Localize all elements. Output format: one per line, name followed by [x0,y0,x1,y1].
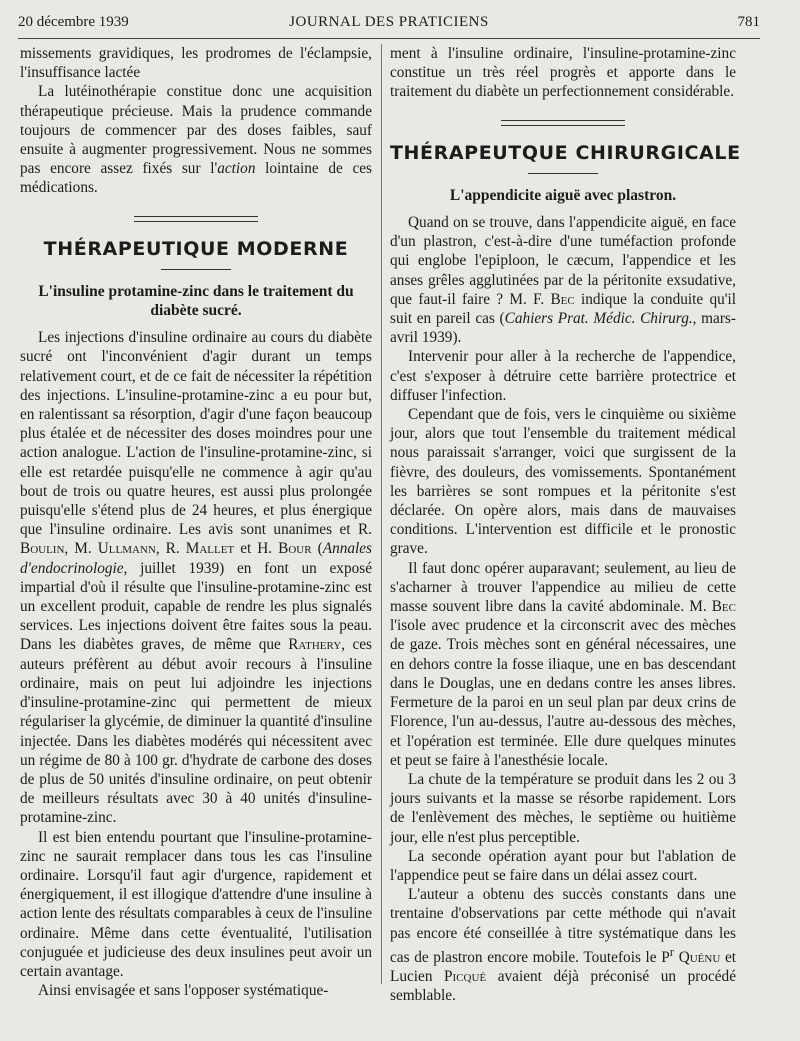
section-title: THÉRAPEUTIQUE MODERNE [43,237,349,260]
paragraph: Quand on se trouve, dans l'appendicite aiguë, en face d'un plastron, c'est-à-dire d'une tuméfaction profonde qui englobe l'epiploon, le cæcum, l'appendice et les anses grêles agglutinées par de la péritonite exsudative, que faut-il faire ? M. F. Bec indique la conduite qu'il suit en pareil cas (Cahiers Prat. Médic. Chirurg., mars-avril 1939). [390,214,736,347]
paragraph: La lutéinothérapie constitue donc une acquisition thérapeutique précieuse. Mais la prudence commande toujours de commencer par des doses faibles, sauf ensuite à augmenter progressivement. Nous ne sommes pas encore assez fixés sur l'action lointaine de ces médications. [20,83,372,197]
paragraph: Les injections d'insuline ordinaire au cours du diabète sucré ont l'inconvénient d'agir durant un temps relativement court, et de ce fait de nécessiter la répétition des injections. L'insuline-protamine-zinc a eu pour but, en ralentissant sa résorption, d'agir d'une façon beaucoup plus étalée et de nécessiter des doses moindres pour une action analogue. L'action de l'insuline-protamine-zinc, si elle est retardée puisqu'elle ne commence à agir qu'au bout de trois ou quatre heures, est aussi plus prolongée puisqu'elle s'étend plus de 24 heures, et plus énergique que l'insuline ordinaire. Les avis sont unanimes et R. Boulin, M. Ullmann, R. Mallet et H. Bour (Annales d'endocrinologie, juillet 1939) en font un exposé impartial d'où il résulte que l'insuline-protamine-zinc est un excellent produit, capable de rendre les plus signalés services. Les injections doivent être faites sous la peau. Dans les diabètes graves, de même que Rathery, ces auteurs préfèrent au début avoir recours à l'insuline ordinaire, mais on peut lui adjoindre les injections d'insuline-protamine-zinc qui permettent de mieux régulariser la glycémie, de diminuer la quantité d'insuline injectée. Dans les diabètes modérés qui nécessitent avec un régime de 80 à 100 gr. d'hydrate de carbone des doses de plus de 50 unités d'insuline ordinaire, on peut obtenir de meilleurs résultats avec 30 à 40 unités d'insuline-protamine-zinc. [20,329,373,827]
left-column [20,44,372,1000]
paragraph: La chute de la température se produit dans les 2 ou 3 jours suivants et la masse se résorbe rapidement. Lors de l'enlèvement des mèches, le septième ou huitième jour, elle n'est plus perceptible. [390,770,736,846]
section-separator [501,120,625,126]
issue-date: 20 décembre 1939 [18,14,129,30]
paragraph: Intervenir pour aller à la recherche de l'appendice, c'est s'exposer à détruire cette barrière protectrice et diffuser l'infection. [390,348,736,404]
paragraph: L'auteur a obtenu des succès constants dans une trentaine d'observations par cette méthode qui n'avait pas encore été conseillée à titre systématique dans les cas de plastron encore mobile. Toutefois le $P^r$ Quénu et Lucien Picqué avaient déjà préconisé un procédé semblable. [390,886,736,1005]
continued-text: missements gravidiques, les prodromes de l'éclampsie, l'insuffisance lactée [20,45,372,82]
continued-text: ment à l'insuline ordinaire, l'insuline-protamine-zinc constitue un très réel progrès et apporte dans le traitement du diabète un perfectionnement considérable. [390,45,736,101]
column-divider [381,44,382,984]
section-separator [134,216,258,222]
page-header [18,14,760,38]
title-rule [528,173,598,174]
paragraph: Il est bien entendu pourtant que l'insuline-protamine-zinc ne saurait remplacer dans tous les cas l'insuline ordinaire. Lorsqu'il faut agir d'urgence, rapidement et énergiquement, il est illogique d'attendre d'une insuline à action lente des résultats comparables à ceux de l'insuline ordinaire. Même dans cette éventualité, l'utilisation conjuguée et judicieuse des deux insulines peut avoir un certain avantage. [20,828,372,980]
paragraph: La seconde opération ayant pour but l'ablation de l'appendice peut se faire dans un délai assez court. [390,847,736,884]
paragraph: Cependant que de fois, vers le cinquième ou sixième jour, alors que tout l'ensemble du traitement médical nous paraissait s'arranger, voici que surgissent de la fièvre, des douleurs, des vomissements. Spontanément les barrières se sont rompues et la péritonite s'est déclarée. On opère alors, mais dans de mauvaises conditions. L'intervention est difficile et le pronostic grave. [390,406,736,558]
header-rule [18,38,760,39]
section-title: THÉRAPEUTQUE CHIRURGICALE [390,141,741,164]
paragraph: Ainsi envisagée et sans l'opposer systématique- [38,982,329,1000]
article-title: L'appendicite aiguë avec plastron. [449,186,677,204]
article-title: L'insuline protamine-zinc dans le traitement du diabète sucré. [38,282,354,320]
right-column [390,44,741,1005]
page-number: 781 [737,14,760,30]
journal-title: JOURNAL DES PRATICIENS [289,14,489,30]
paragraph: Il faut donc opérer auparavant; seulement, au lieu de s'acharner à trouver l'appendice au milieu de cette masse souvent libre dans la cavité abdominale. M. Bec l'isole avec prudence et la circonscrit avec des mèches de gaze. Trois mèches sont en général nécessaires, une en dehors contre la fosse iliaque, une en bas descendant dans le Douglas, une en dedans contre les anses libres. Fermeture de la paroi en un seul plan par deux crins de Florence, l'un au-dessus, l'autre au-dessous des mèches, et l'opération est terminée. Elle dure quelques minutes et peut se faire à l'anesthésie locale. [390,559,736,769]
title-rule [161,269,231,270]
